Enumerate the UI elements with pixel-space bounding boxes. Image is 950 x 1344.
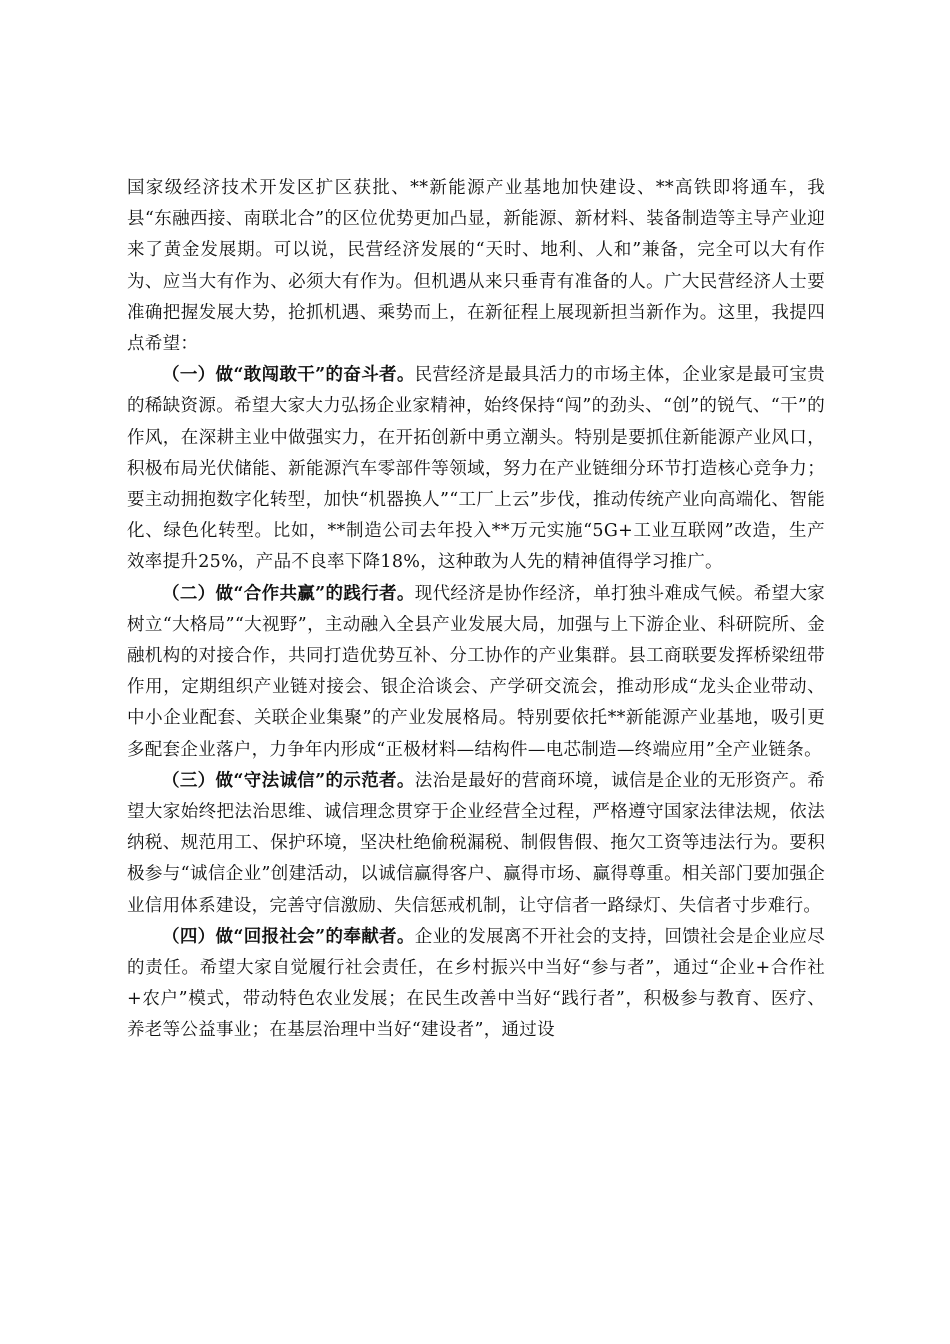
section-3-paragraph xyxy=(127,766,825,922)
section-1-body: 民营经济是最具活力的市场主体，企业家是最可宝贵的稀缺资源。希望大家大力弘扬企业家精神，始终保持“闯”的劲头、“创”的锐气、“干”的作风，在深耕主业中做强实力，在开拓创新中勇立潮头。特别是要抓住新能源产业风口，积极布局光伏储能、新能源汽车零部件等领域，努力在产业链细分环节打造核心竞争力；要主动拥抱数字化转型，加快“机器换人”“工厂上云”步伐，推动传统产业向高端化、智能化、绿色化转型。比如，**制造公司去年投入**万元实施“5G+工业互联网”改造，生产效率提升25%，产品不良率下降18%，这种敢为人先的精神值得学习推广。 xyxy=(127,365,825,573)
document-body xyxy=(127,173,825,1047)
section-2-body: 现代经济是协作经济，单打独斗难成气候。希望大家树立“大格局”“大视野”，主动融入全县产业发展大局，加强与上下游企业、科研院所、金融机构的对接合作，共同打造优势互补、分工协作的产业集群。县工商联要发挥桥梁纽带作用，定期组织产业链对接会、银企洽谈会、产学研交流会，推动形成“龙头企业带动、中小企业配套、关联企业集聚”的产业发展格局。特别要依托**新能源产业基地，吸引更多配套企业落户，力争年内形成“正极材料—结构件—电芯制造—终端应用”全产业链条。 xyxy=(127,583,825,760)
section-3-body: 法治是最好的营商环境，诚信是企业的无形资产。希望大家始终把法治思维、诚信理念贯穿于企业经营全过程，严格遵守国家法律法规，依法纳税、规范用工、保护环境，坚决杜绝偷税漏税、制假售假、拖欠工资等违法行为。要积极参与“诚信企业”创建活动，以诚信赢得客户、赢得市场、赢得尊重。相关部门要加强企业信用体系建设，完善守信激励、失信惩戒机制，让守信者一路绿灯、失信者寸步难行。 xyxy=(127,770,825,916)
section-1-heading: （一）做“敢闯敢干”的奋斗者。 xyxy=(162,365,415,386)
section-1-paragraph xyxy=(127,360,825,578)
section-4-body: 企业的发展离不开社会的支持，回馈社会是企业应尽的责任。希望大家自觉履行社会责任，在乡村振兴中当好“参与者”，通过“企业+合作社+农户”模式，带动特色农业发展；在民生改善中当好“践行者”，积极参与教育、医疗、养老等公益事业；在基层治理中当好“建设者”，通过设 xyxy=(127,926,825,1041)
section-4-heading: （四）做“回报社会”的奉献者。 xyxy=(162,926,415,947)
section-2-paragraph xyxy=(127,579,825,766)
section-2-heading: （二）做“合作共赢”的践行者。 xyxy=(162,583,415,604)
section-3-heading: （三）做“守法诚信”的示范者。 xyxy=(162,770,415,791)
intro-paragraph xyxy=(127,173,825,360)
section-4-paragraph xyxy=(127,922,825,1047)
intro-paragraph-text: 国家级经济技术开发区扩区获批、**新能源产业基地加快建设、**高铁即将通车，我县“东融西接、南联北合”的区位优势更加凸显，新能源、新材料、装备制造等主导产业迎来了黄金发展期。可以说，民营经济发展的“天时、地利、人和”兼备，完全可以大有作为、应当大有作为、必须大有作为。但机遇从来只垂青有准备的人。广大民营经济人士要准确把握发展大势，抢抓机遇、乘势而上，在新征程上展现新担当新作为。这里，我提四点希望： xyxy=(127,178,825,355)
